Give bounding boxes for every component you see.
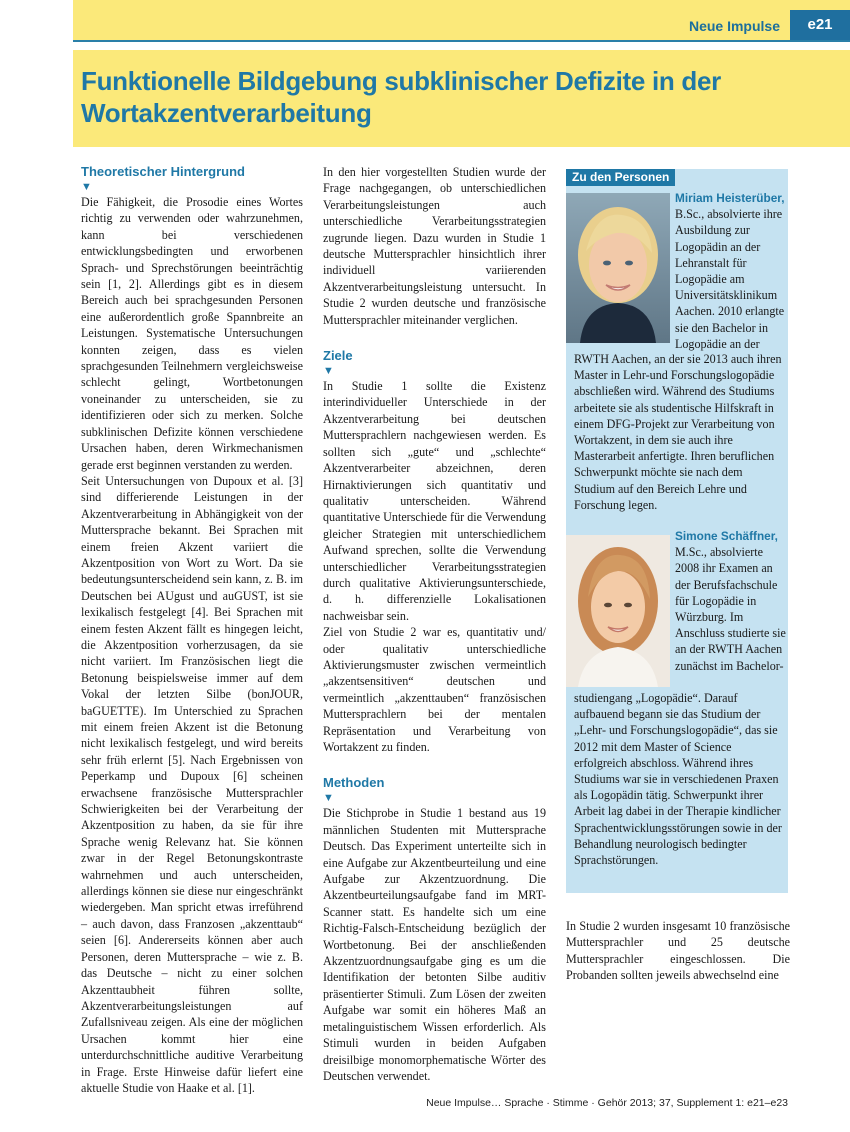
goals-paragraph-2: Ziel von Studie 2 war es, quantitativ und/ oder qualitativ unterschiedliche Aktivierungsmuster zwischen vermeintlich „akzentsensitiven“ deutschen und vermeintlich „akzenttauben“ französischen Muttersprachlern bei der mentalen Repräsentation und Verarbeitung von Wortakzent zu finden. [323, 625, 546, 754]
down-triangle-icon: ▼ [323, 365, 334, 378]
section-heading-goals: Ziele [323, 348, 353, 364]
down-triangle-icon: ▼ [323, 792, 334, 805]
column-1 [81, 164, 303, 1095]
portrait-photo-heisterueber [566, 193, 670, 343]
background-paragraph-2: Seit Untersuchungen von Dupoux et al. [3] sind differierende Leistungen in der Akzentverarbeitung in Abhängigkeit von der Muttersprache bekannt. Bei Sprachen mit einem freien Akzent variiert die Akzentposition von Wort zu Wort. Da sie bedeutungsunterscheidend sein kann, z. B. im Deutschen bei AUgust und auGUST, ist sie lexikalisch festgelegt [4]. Bei Sprachen mit einem festen Akzent fällt es hingegen leicht, die Akzentposition vorherzusagen, da sie nicht variiert. Im Französischen liegt die Betonung beispielsweise immer auf dem Vokal der letzten Silbe (bonJOUR, baGUETTE). Im Unterschied zu Sprachen mit einem freien Akzent ist die Betonung nicht lexikalisch festgelegt, und wird bereits sehr früh erlernt [5]. Nach Ergebnissen von Peperkamp und Dupoux [6] scheinen erwachsene französische Muttersprachler Schwierigkeiten bei der Verarbeitung der Akzentposition zu haben, da sie für ihre Sprache wenig Relevanz hat. Sie können zwar in der Regel Betonungskontraste wahrnehmen und auch unterscheiden, allerdings können sie diese nur eingeschränkt wiedergeben. Man spricht etwas irreführend – auch davon, dass Franzosen „akzenttaub“ seien [6]. Andererseits können aber auch Personen, deren Muttersprache – wie z. B. das Deutsche – nicht zu einer solchen Akzenttaubheit führen sollte, Akzentverarbeitungsleistungen auf Zufallsniveau zeigen. Als eine der möglichen Ursachen kommt hier eine unterdurchschnittliche auditive Verarbeitung in Frage. Erste Hinweise dafür liefert eine aktuelle Studie von Haake et al. [1]. [81, 473, 303, 1095]
person1-bio-part2: RWTH Aachen, an der sie 2013 auch ihren Master in Lehr-und Forschungslogopädie abschließen wird. Während des Studiums arbeitete sie als studentische Hilfskraft in einem DFG-Projekt zur Verarbeitung von Wortakzent, in dem sie auch ihre Masterarbeit anfertigte. Ihren beruflichen Schwerpunkt möchte sie nach dem Studium auf den Bereich Lehre und Forschung legen. [574, 352, 782, 512]
person2-bio-part1: M.Sc., absolvierte 2008 ihr Examen an der Berufsfachschule für Logopädie in Würzburg. Im Anschluss studierte sie an der RWTH Aachen zunächst im Bachelor- [675, 545, 786, 673]
column-3-continuation [566, 918, 790, 984]
section-heading-methods: Methoden [323, 775, 385, 791]
methods-paragraph-1: Die Stichprobe in Studie 1 bestand aus 19 männlichen Studenten mit Muttersprache Deutsch. Das Experiment unterteilte sich in eine Aufgabe zur Akzentbeurteilung und eine Aufgabe zur Akzentzuordnung. Die Akzentbeurteilungsaufgabe fand im MRT-Scanner statt. Es handelte sich um eine Richtig-Falsch-Entscheidung bezüglich der Wortbetonung. Bei der anschließenden Akzentzuordnungsaufgabe ging es um die Identifikation der betonten Silbe auditiv präsentierter Stimuli. Zum Lösen der zweiten Aufgabe war somit ein höheres Maß an metalinguistischem Wissen erforderlich. Als Stimuli wurden in beiden Aufgaben dreisilbige monomorphematische Wörter des Deutschen verwendet. [323, 806, 546, 1083]
page-number: e21 [790, 10, 850, 40]
column-2 [323, 164, 546, 1083]
top-header-bar [73, 0, 850, 42]
section-label: Neue Impulse [688, 18, 780, 34]
person2-intro [675, 528, 787, 674]
background-paragraph-3: In den hier vorgestellten Studien wurde der Frage nachgegangen, ob unterschiedlichen Verarbeitungsleistungen auch unterschiedliche Verarbeitungsstrategien zugrunde liegen. Dazu wurden in Studie 1 deutsche Muttersprachler hinsichtlich ihrer individuell variierenden Akzentverarbeitungsleistung untersucht. In Studie 2 wurden deutsche und französische Muttersprachler miteinander verglichen. [323, 165, 546, 327]
person1-intro [675, 190, 787, 352]
portrait-photo-schaeffner [566, 535, 670, 687]
down-triangle-icon: ▼ [81, 181, 92, 193]
person1-name: Miriam Heisterüber, [675, 191, 785, 205]
background-paragraph-1: Die Fähigkeit, die Prosodie eines Wortes richtig zu verwenden oder wahrzunehmen, kann bei verschiedenen entwicklungsbedingten und erworbenen Sprach- und Sprechstörungen beeinträchtig sein [1, 2]. Allerdings gibt es in diesem Bereich auch bei sprachgesunden Personen eine außerordentlich große Spannbreite an Leistungen. Systematische Untersuchungen konnten zeigen, dass es vielen sprachgesunden Teilnehmern vergleichsweise schlecht gelingt, Wortbetonungen voneinander zu unterscheiden, sie zu identifizieren oder sich zu merken. Solche subklinischen Defizite können verschiedene Ursachen haben, deren Wirkmechanismen gerade erst beginnen verstanden zu werden. [81, 195, 303, 472]
page-footer-citation: Neue Impulse… Sprache · Stimme · Gehör 2013; 37, Supplement 1: e21–e23 [426, 1097, 788, 1109]
methods-paragraph-2: In Studie 2 wurden insgesamt 10 französische Muttersprachler und 25 deutsche Muttersprachler eingeschlossen. Die Probanden sollten jeweils abwechselnd eine [566, 919, 790, 983]
person1-bio-part1: B.Sc., absolvierte ihre Ausbildung zur Logopädin an der Lehranstalt für Logopädie am Universitätsklinikum Aachen. 2010 erlangte sie den Bachelor in Logopädie an der [675, 207, 785, 351]
article-title: Funktionelle Bildgebung subklinischer Defizite in der Wortakzentverarbeitung [81, 66, 721, 128]
person2-bio-part2: studiengang „Logopädie“. Darauf aufbauend begann sie das Studium der „Lehr- und Forschungslogopädie“, das sie 2012 mit dem Master of Science erfolgreich abschloss. Während ihres Studiums war sie in verschiedenen Praxen als Logopädin tätig. Schwerpunkt ihrer Arbeit lag dabei in der Therapie kindlicher Sprachentwicklungsstörungen sowie in der Behandlung neurologisch bedingter Sprachstörungen. [574, 691, 782, 868]
person2-name: Simone Schäffner, [675, 529, 778, 543]
persons-box-label: Zu den Personen [566, 169, 675, 186]
goals-paragraph-1: In Studie 1 sollte die Existenz interindividueller Unterschiede in der Akzentverarbeitung bei deutschen Muttersprachlern nachgewiesen werden. Es sollten sich „gute“ und „schlechte“ Akzentverarbeiter abzeichnen, deren Hirnaktivierungen sich quantitativ und qualitativ unterscheiden. Während quantitative Unterschiede für die Verwendung gleicher Strategien mit unterschiedlichem Aufwand sprechen, sollte die Verwendung unterschiedlicher Verarbeitungsstrategien durch qualitative Aktivierungsunterschiede, d. h. differenzielle Lokalisationen nachweisbar sein. [323, 379, 546, 623]
title-box [73, 50, 850, 147]
section-heading-background: Theoretischer Hintergrund [81, 164, 245, 179]
